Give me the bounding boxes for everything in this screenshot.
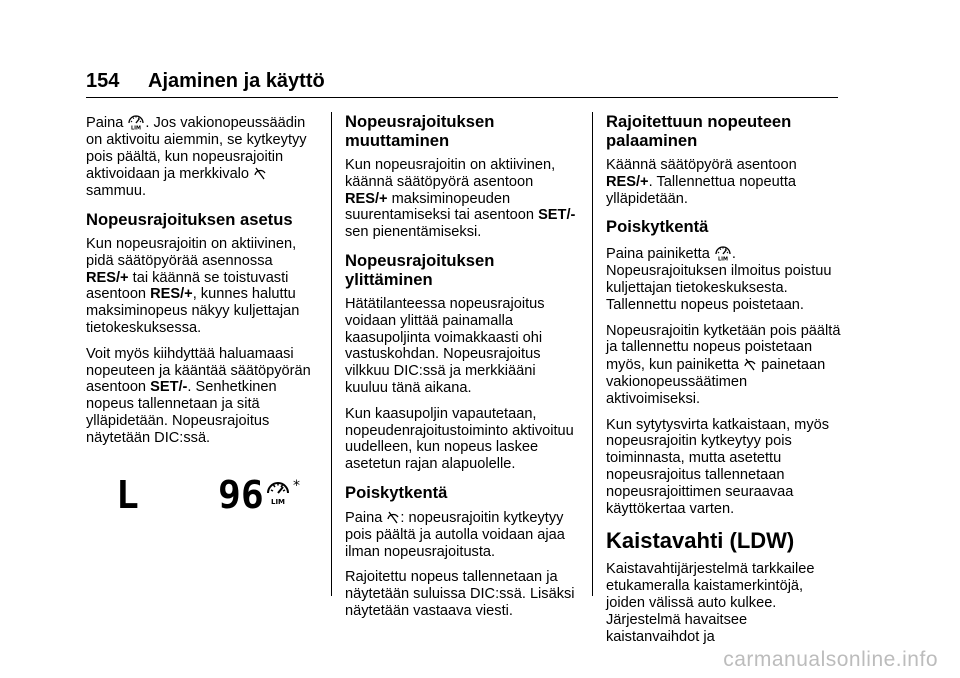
paragraph: Rajoitettu nopeus tallennetaan ja näytetään suluissa DIC:ssä. Lisäksi näytetään vastaava viesti. bbox=[345, 569, 575, 619]
section-heading: Poiskytkentä bbox=[606, 217, 709, 237]
paragraph: Kaistavahtijärjestelmä tarkkailee etukameralla kaistamerkintöjä, joiden välissä auto kulkee. Järjestelmä havaitsee kaistanvaihdot ja bbox=[606, 561, 815, 645]
svg-text:LIM: LIM bbox=[131, 125, 142, 130]
paragraph: Voit myös kiihdyttää haluamaasi nopeuteen ja kääntää säätöpyörän asentoon SET/-. Senhetkinen nopeus tallennetaan ja sitä ylläpidetään. Nopeusrajoitus näytetään DIC:ssä. bbox=[86, 345, 311, 446]
paragraph: Kun sytytysvirta katkaistaan, myös nopeusrajoitin kytkeytyy pois toiminnasta, mutta asetettu nopeusrajoitus tallennetaan nopeusrajoittimen seuraavaa käyttökertaa varten. bbox=[606, 416, 830, 517]
page-number: 154 bbox=[86, 70, 120, 92]
speed-limiter-off-icon bbox=[253, 165, 267, 181]
section-heading: Nopeusrajoituksen muuttaminen bbox=[345, 112, 495, 150]
column-3 bbox=[606, 112, 842, 654]
paragraph: Kun nopeusrajoitin on aktiivinen, pidä säätöpyörää asennossa RES/+ tai käännä se toistuvasti asentoon RES/+, kunnes haluttu maksiminopeus näkyy kuljettajan tietokeskuksessa. bbox=[86, 235, 300, 336]
display-asterisk: * bbox=[293, 478, 300, 494]
section-heading: Nopeusrajoituksen asetus bbox=[86, 209, 293, 229]
paragraph: Kun nopeusrajoitin on aktiivinen, käännä säätöpyörä asentoon RES/+ maksiminopeuden suurentamiseksi tai asentoon SET/- sen pienentämiseksi. bbox=[345, 157, 576, 241]
section-heading: Rajoitettuun nopeuteen palaaminen bbox=[606, 112, 792, 150]
svg-text:LIM: LIM bbox=[717, 256, 728, 262]
column-divider bbox=[592, 112, 593, 596]
svg-text:LIM: LIM bbox=[270, 498, 286, 506]
paragraph: Hätätilanteessa nopeusrajoitus voidaan ylittää painamalla kaasupoljinta voimakkaasti ohi vastuskohdan. Nopeusrajoitus vilkkuu DIC:ssä ja merkkiääni kuuluu tänä aikana. bbox=[345, 295, 545, 396]
dic-display bbox=[86, 470, 318, 520]
column-divider bbox=[331, 112, 332, 596]
section-heading: Nopeusrajoituksen ylittäminen bbox=[345, 250, 495, 289]
paragraph: Paina : nopeusrajoitin kytkeytyy pois päältä ja autolla voidaan ajaa ilman nopeusrajoitusta. bbox=[345, 509, 565, 560]
speed-limiter-off-icon bbox=[386, 509, 400, 525]
paragraph: Nopeusrajoitin kytketään pois päältä ja tallennettu nopeus poistetaan myös, kun painiketta painetaan vakionopeussäätimen aktivoimiseksi. bbox=[606, 322, 841, 407]
section-heading: Poiskytkentä bbox=[345, 482, 448, 502]
dic-display-illustration bbox=[86, 470, 318, 520]
paragraph: Kun kaasupoljin vapautetaan, nopeudenrajoitustoiminto aktivoituu uudelleen, kun nopeus laskee asetetun rajan alapuolelle. bbox=[345, 405, 574, 473]
column-2 bbox=[345, 112, 579, 629]
display-left-glyph: L bbox=[116, 473, 139, 517]
watermark: carmanualsonline.info bbox=[723, 648, 938, 671]
paragraph: Paina LIM . Jos vakionopeussäädin on aktivoitu aiemmin, se kytkeytyy pois päältä, kun nopeusrajoitin aktivoidaan ja merkkivalo sammuu. bbox=[86, 112, 318, 200]
chapter-heading: Kaistavahti (LDW) bbox=[606, 528, 795, 554]
header-rule bbox=[86, 97, 838, 98]
column-1 bbox=[86, 112, 318, 456]
chapter-title: Ajaminen ja käyttö bbox=[148, 70, 325, 92]
speed-limiter-off-icon bbox=[743, 356, 757, 372]
speed-limiter-icon bbox=[268, 483, 288, 506]
speed-limiter-icon bbox=[714, 243, 732, 261]
paragraph: Käännä säätöpyörä asentoon RES/+. Tallennettua nopeutta ylläpidetään. bbox=[606, 157, 797, 207]
display-speed: 96 bbox=[218, 473, 264, 517]
paragraph: Paina painiketta LIM . Nopeusrajoituksen ilmoitus poistuu kuljettajan tietokeskuksesta. Tallennettu nopeus poistetaan. bbox=[606, 243, 842, 313]
page-header bbox=[86, 70, 838, 100]
speed-limiter-icon bbox=[127, 112, 145, 130]
